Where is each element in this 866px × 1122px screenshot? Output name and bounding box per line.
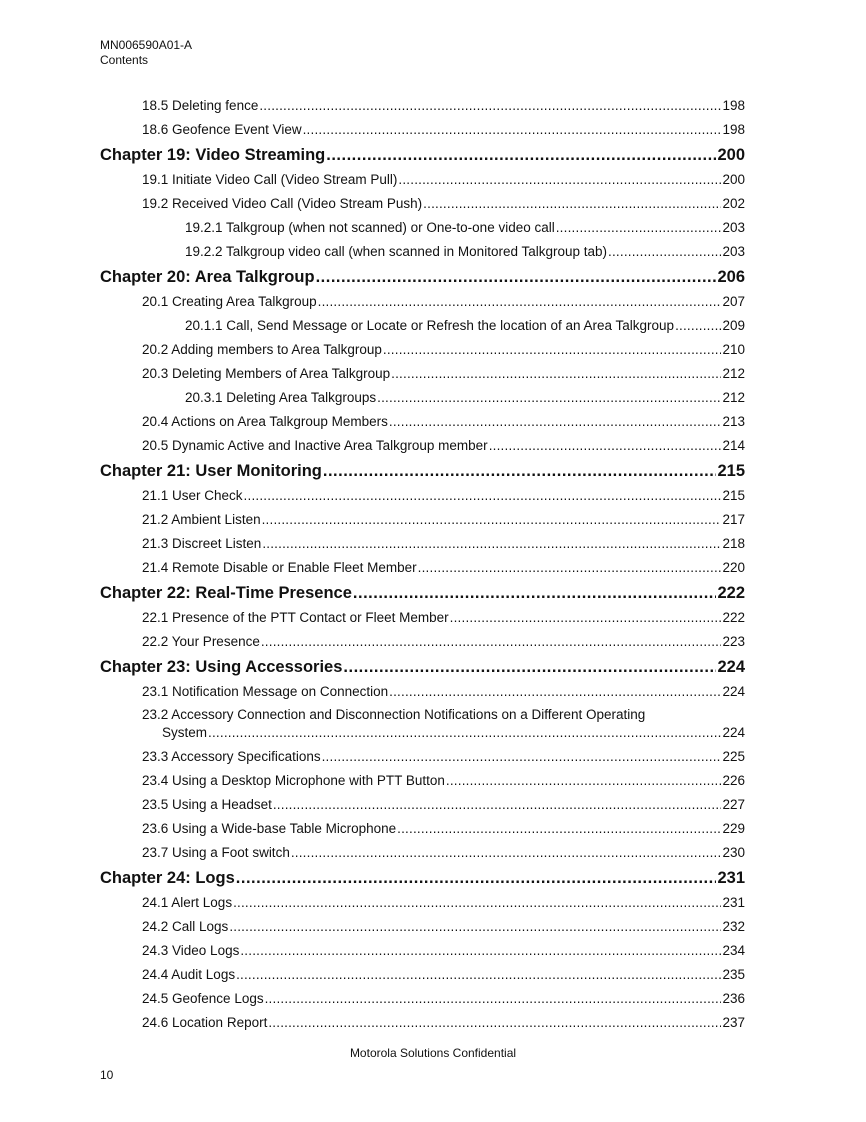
toc-entry[interactable] bbox=[100, 216, 745, 240]
toc-entry-title: 21.1 User Check bbox=[142, 488, 243, 503]
toc-entry-page: 224 bbox=[722, 684, 745, 699]
toc-entry-title: 21.4 Remote Disable or Enable Fleet Member bbox=[142, 560, 417, 575]
dot-leader bbox=[268, 1011, 721, 1035]
dot-leader bbox=[233, 891, 721, 915]
dot-leader bbox=[244, 484, 722, 508]
toc-entry[interactable] bbox=[100, 606, 745, 630]
dot-leader bbox=[446, 769, 722, 793]
toc-entry-page: 210 bbox=[722, 342, 745, 357]
toc-entry[interactable] bbox=[100, 915, 745, 939]
toc-entry-page: 218 bbox=[722, 536, 745, 551]
toc-entry-page: 220 bbox=[722, 560, 745, 575]
toc-entry-title: 20.5 Dynamic Active and Inactive Area Talkgroup member bbox=[142, 438, 488, 453]
toc-entry[interactable] bbox=[100, 841, 745, 865]
dot-leader bbox=[377, 386, 721, 410]
dot-leader bbox=[236, 865, 717, 891]
toc-entry-page: 235 bbox=[722, 967, 745, 982]
dot-leader bbox=[343, 654, 716, 680]
toc-entry-page: 237 bbox=[722, 1015, 745, 1030]
toc-entry-page: 229 bbox=[722, 821, 745, 836]
toc-entry-page: 226 bbox=[722, 773, 745, 788]
toc-entry-title-continued: System bbox=[162, 725, 208, 740]
toc-entry[interactable] bbox=[100, 939, 745, 963]
toc-entry-page: 212 bbox=[722, 390, 745, 405]
dot-leader bbox=[391, 362, 721, 386]
dot-leader bbox=[322, 745, 722, 769]
toc-entry-page: 209 bbox=[722, 318, 745, 333]
dot-leader bbox=[208, 724, 721, 742]
dot-leader bbox=[418, 556, 722, 580]
dot-leader bbox=[389, 410, 722, 434]
toc-entry-page: 217 bbox=[722, 512, 745, 527]
toc-entry[interactable] bbox=[100, 680, 745, 704]
toc-entry-title: 19.1 Initiate Video Call (Video Stream Pull) bbox=[142, 172, 398, 187]
toc-entry-page: 215 bbox=[717, 462, 745, 480]
toc-entry[interactable] bbox=[100, 240, 745, 264]
dot-leader bbox=[323, 458, 717, 484]
dot-leader bbox=[236, 963, 721, 987]
toc-entry-title: 24.3 Video Logs bbox=[142, 943, 240, 958]
toc-entry[interactable] bbox=[100, 338, 745, 362]
toc-entry-title: Chapter 21: User Monitoring bbox=[100, 462, 322, 480]
toc-entry-title: 24.2 Call Logs bbox=[142, 919, 229, 934]
toc-entry-title: 20.1 Creating Area Talkgroup bbox=[142, 294, 317, 309]
toc-entry-page: 231 bbox=[722, 895, 745, 910]
toc-entry-title: 24.6 Location Report bbox=[142, 1015, 268, 1030]
toc-entry[interactable] bbox=[100, 1011, 745, 1035]
toc-chapter-entry[interactable] bbox=[100, 865, 745, 891]
toc-entry[interactable] bbox=[100, 314, 745, 338]
toc-entry[interactable] bbox=[100, 745, 745, 769]
dot-leader bbox=[450, 606, 722, 630]
dot-leader bbox=[261, 630, 722, 654]
toc-entry-title: Chapter 24: Logs bbox=[100, 869, 235, 887]
dot-leader bbox=[556, 216, 722, 240]
toc-entry[interactable] bbox=[100, 891, 745, 915]
toc-entry-title: 20.2 Adding members to Area Talkgroup bbox=[142, 342, 382, 357]
dot-leader bbox=[240, 939, 721, 963]
toc-entry-title: 24.4 Audit Logs bbox=[142, 967, 236, 982]
toc-entry-title: 23.7 Using a Foot switch bbox=[142, 845, 290, 860]
toc-entry-title: 23.1 Notification Message on Connection bbox=[142, 684, 389, 699]
toc-chapter-entry[interactable] bbox=[100, 142, 745, 168]
toc-entry[interactable] bbox=[100, 118, 745, 142]
dot-leader bbox=[397, 817, 721, 841]
page-header bbox=[100, 38, 192, 68]
dot-leader bbox=[316, 264, 717, 290]
toc-chapter-entry[interactable] bbox=[100, 580, 745, 606]
confidential-notice: Motorola Solutions Confidential bbox=[349, 1046, 517, 1060]
toc-entry-title: 23.3 Accessory Specifications bbox=[142, 749, 321, 764]
dot-leader bbox=[423, 192, 721, 216]
section-title: Contents bbox=[100, 53, 149, 67]
toc-entry-page: 236 bbox=[722, 991, 745, 1006]
toc-entry-title: 19.2.2 Talkgroup video call (when scanned in Monitored Talkgroup tab) bbox=[185, 244, 608, 259]
toc-entry-page: 198 bbox=[722, 122, 745, 137]
toc-entry[interactable] bbox=[100, 484, 745, 508]
toc-entry[interactable] bbox=[100, 508, 745, 532]
toc-entry-title: 19.2.1 Talkgroup (when not scanned) or One-to-one video call bbox=[185, 220, 555, 235]
toc-entry[interactable] bbox=[100, 168, 745, 192]
toc-entry-page: 223 bbox=[722, 634, 745, 649]
toc-chapter-entry[interactable] bbox=[100, 264, 745, 290]
toc-entry-page: 234 bbox=[722, 943, 745, 958]
toc-entry-page: 202 bbox=[722, 196, 745, 211]
toc-entry-page: 227 bbox=[722, 797, 745, 812]
toc-entry-title: Chapter 22: Real-Time Presence bbox=[100, 584, 352, 602]
dot-leader bbox=[353, 580, 717, 606]
toc-entry[interactable] bbox=[100, 410, 745, 434]
toc-entry[interactable] bbox=[100, 532, 745, 556]
toc-entry-page: 203 bbox=[722, 244, 745, 259]
toc-entry[interactable] bbox=[100, 94, 745, 118]
table-of-contents bbox=[100, 94, 745, 1035]
toc-entry-title: 23.5 Using a Headset bbox=[142, 797, 272, 812]
toc-entry-title: 20.4 Actions on Area Talkgroup Members bbox=[142, 414, 388, 429]
dot-leader bbox=[259, 94, 721, 118]
toc-entry[interactable] bbox=[100, 290, 745, 314]
toc-entry-title: Chapter 19: Video Streaming bbox=[100, 146, 326, 164]
dot-leader bbox=[489, 434, 722, 458]
toc-entry-page: 203 bbox=[722, 220, 745, 235]
toc-entry-page: 200 bbox=[717, 146, 745, 164]
toc-entry-page: 222 bbox=[717, 584, 745, 602]
toc-entry-title: 21.3 Discreet Listen bbox=[142, 536, 262, 551]
toc-entry-page: 212 bbox=[722, 366, 745, 381]
toc-entry-page: 231 bbox=[717, 869, 745, 887]
toc-entry-title: 24.1 Alert Logs bbox=[142, 895, 233, 910]
toc-chapter-entry[interactable] bbox=[100, 654, 745, 680]
toc-entry-title: 23.4 Using a Desktop Microphone with PTT Button bbox=[142, 773, 445, 788]
dot-leader bbox=[262, 508, 722, 532]
toc-entry-page: 215 bbox=[722, 488, 745, 503]
dot-leader bbox=[303, 118, 722, 142]
toc-entry[interactable] bbox=[100, 769, 745, 793]
dot-leader bbox=[262, 532, 721, 556]
toc-entry-title: 19.2 Received Video Call (Video Stream Push) bbox=[142, 196, 423, 211]
toc-entry-title: 20.3.1 Deleting Area Talkgroups bbox=[185, 390, 377, 405]
toc-entry-title: 18.5 Deleting fence bbox=[142, 98, 259, 113]
toc-entry[interactable] bbox=[100, 963, 745, 987]
toc-entry-title: 18.6 Geofence Event View bbox=[142, 122, 302, 137]
toc-entry-title: 22.2 Your Presence bbox=[142, 634, 260, 649]
toc-chapter-entry[interactable] bbox=[100, 458, 745, 484]
toc-entry[interactable] bbox=[100, 704, 745, 745]
toc-entry-title: 24.5 Geofence Logs bbox=[142, 991, 264, 1006]
toc-entry[interactable] bbox=[100, 434, 745, 458]
dot-leader bbox=[383, 338, 722, 362]
dot-leader bbox=[608, 240, 721, 264]
dot-leader bbox=[389, 680, 721, 704]
toc-entry[interactable] bbox=[100, 630, 745, 654]
toc-entry[interactable] bbox=[100, 192, 745, 216]
toc-entry-page: 198 bbox=[722, 98, 745, 113]
dot-leader bbox=[318, 290, 722, 314]
toc-entry-page: 224 bbox=[717, 658, 745, 676]
toc-entry[interactable] bbox=[100, 362, 745, 386]
toc-entry[interactable] bbox=[100, 987, 745, 1011]
document-id: MN006590A01-A bbox=[100, 38, 193, 52]
toc-entry-page: 230 bbox=[722, 845, 745, 860]
toc-entry[interactable] bbox=[100, 556, 745, 580]
toc-entry[interactable] bbox=[100, 817, 745, 841]
toc-entry-page: 200 bbox=[722, 172, 745, 187]
toc-entry-title: 23.6 Using a Wide-base Table Microphone bbox=[142, 821, 397, 836]
toc-entry-title: 20.1.1 Call, Send Message or Locate or Refresh the location of an Area Talkgroup bbox=[185, 318, 675, 333]
toc-entry-title: 23.2 Accessory Connection and Disconnection Notifications on a Different Operating bbox=[142, 707, 646, 722]
dot-leader bbox=[265, 987, 722, 1011]
toc-entry-title: 21.2 Ambient Listen bbox=[142, 512, 261, 527]
toc-entry-page: 224 bbox=[722, 725, 745, 740]
toc-entry-title: 20.3 Deleting Members of Area Talkgroup bbox=[142, 366, 391, 381]
dot-leader bbox=[229, 915, 721, 939]
dot-leader bbox=[675, 314, 721, 338]
dot-leader bbox=[326, 142, 716, 168]
dot-leader bbox=[398, 168, 721, 192]
page-number: 10 bbox=[100, 1068, 114, 1082]
toc-entry[interactable] bbox=[100, 793, 745, 817]
dot-leader bbox=[273, 793, 722, 817]
toc-entry-page: 213 bbox=[722, 414, 745, 429]
dot-leader bbox=[291, 841, 722, 865]
toc-entry-page: 225 bbox=[722, 749, 745, 764]
toc-entry-page: 222 bbox=[722, 610, 745, 625]
toc-entry-title: Chapter 20: Area Talkgroup bbox=[100, 268, 315, 286]
toc-entry[interactable] bbox=[100, 386, 745, 410]
toc-entry-title: 22.1 Presence of the PTT Contact or Fleet Member bbox=[142, 610, 449, 625]
toc-entry-page: 214 bbox=[722, 438, 745, 453]
toc-entry-title: Chapter 23: Using Accessories bbox=[100, 658, 343, 676]
toc-entry-page: 207 bbox=[722, 294, 745, 309]
toc-entry-page: 232 bbox=[722, 919, 745, 934]
toc-entry-page: 206 bbox=[717, 268, 745, 286]
